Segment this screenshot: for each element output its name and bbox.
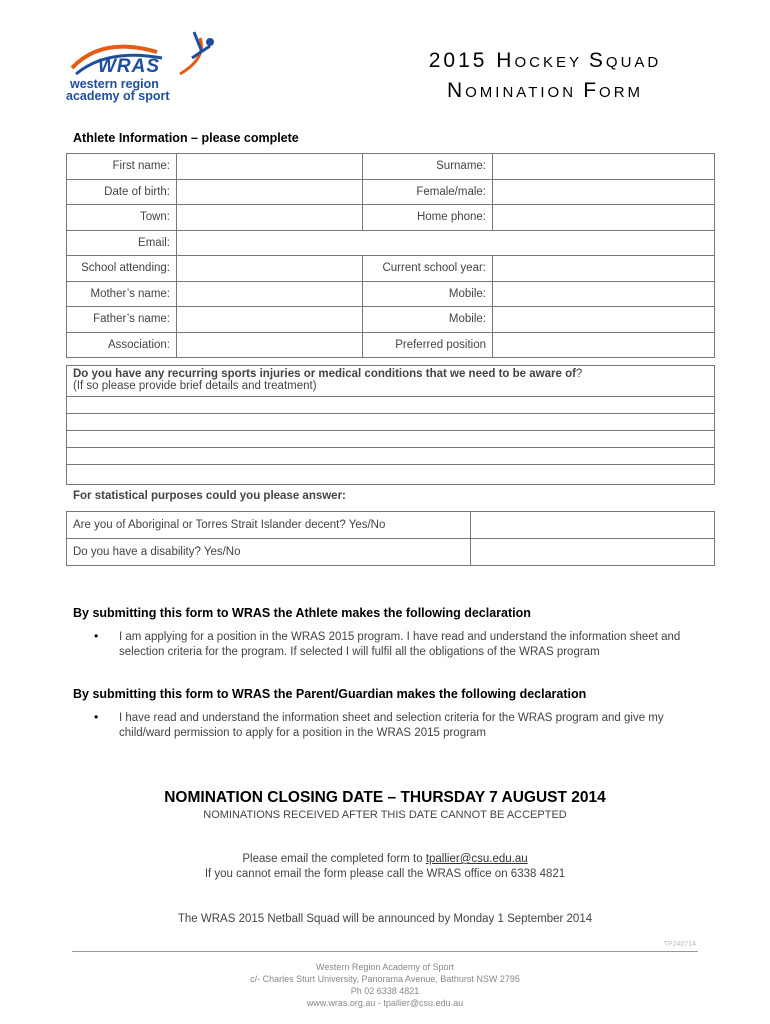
footer-divider: [72, 951, 698, 952]
form-title-line1: 2015 HOCKEY SQUAD: [428, 49, 662, 72]
association-label: Association:: [67, 332, 177, 358]
footer-org: Western Region Academy of Sport: [316, 962, 454, 972]
aboriginal-question: Are you of Aboriginal or Torres Strait Islander decent? Yes/No: [67, 512, 471, 539]
table-row: [67, 179, 715, 205]
medical-question-sub: (If so please provide brief details and treatment): [73, 380, 317, 392]
form-title-line2: NOMINATION FORM: [446, 79, 644, 102]
closing-date-title: NOMINATION CLOSING DATE – THURSDAY 7 AUGUST 2014: [164, 789, 606, 806]
dob-label: Date of birth:: [67, 179, 177, 205]
medical-answer-line-2[interactable]: [66, 413, 715, 431]
first-name-label: First name:: [67, 154, 177, 180]
mother-mobile-field[interactable]: [493, 281, 715, 307]
school-year-label: Current school year:: [363, 256, 493, 282]
home-phone-label: Home phone:: [363, 205, 493, 231]
email-label: Email:: [67, 230, 177, 256]
table-row: [67, 307, 715, 333]
closing-date-subtitle: NOMINATIONS RECEIVED AFTER THIS DATE CANNOT BE ACCEPTED: [203, 809, 567, 821]
disability-question: Do you have a disability? Yes/No: [67, 539, 471, 566]
table-row: [67, 539, 715, 566]
athlete-declaration-bullet: •: [94, 629, 99, 643]
logo-initials: WRAS: [98, 56, 161, 77]
footer-address: c/- Charles Sturt University, Panorama Avenue, Bathurst NSW 2795: [250, 974, 520, 984]
first-name-field[interactable]: [177, 154, 363, 180]
town-field[interactable]: [177, 205, 363, 231]
parent-declaration-bullet: •: [94, 710, 99, 724]
father-mobile-field[interactable]: [493, 307, 715, 333]
email-link[interactable]: tpallier@csu.edu.au: [425, 853, 528, 865]
surname-field[interactable]: [493, 154, 715, 180]
surname-label: Surname:: [363, 154, 493, 180]
medical-answer-line-5[interactable]: [66, 464, 715, 485]
dob-field[interactable]: [177, 179, 363, 205]
table-row: [67, 281, 715, 307]
school-field[interactable]: [177, 256, 363, 282]
email-field[interactable]: [177, 230, 715, 256]
medical-question-text: Do you have any recurring sports injuries or medical conditions that we need to be aware of: [73, 368, 576, 380]
gender-field[interactable]: [493, 179, 715, 205]
email-instruction: Please email the completed form to tpallier@csu.edu.au: [242, 853, 528, 865]
document-reference: TP240714: [663, 941, 696, 948]
wras-logo: [62, 28, 222, 110]
table-row: [67, 154, 715, 180]
footer-phone: Ph 02 6338 4821: [350, 986, 420, 996]
parent-declaration-heading: By submitting this form to WRAS the Parent/Guardian makes the following declaration: [73, 687, 587, 701]
parent-declaration-text: I have read and understand the information sheet and selection criteria for the WRAS program and give my child/ward permission to apply for a position in the WRAS 2015 program: [119, 712, 664, 739]
mother-name-label: Mother’s name:: [67, 281, 177, 307]
athlete-declaration-text: I am applying for a position in the WRAS 2015 program. I have read and understand the information sheet and selection criteria for the program. If selected I will fulfil all the obligations of the WRAS program: [119, 631, 681, 658]
disability-answer-field[interactable]: [471, 539, 715, 566]
logo-line1: western region: [70, 77, 159, 91]
table-row: [67, 256, 715, 282]
statistics-table: [66, 511, 715, 566]
medical-question: Do you have any recurring sports injuries or medical conditions that we need to be aware of? (If so please provide brief details and treatment): [66, 365, 715, 397]
gender-label: Female/male:: [363, 179, 493, 205]
association-field[interactable]: [177, 332, 363, 358]
father-name-field[interactable]: [177, 307, 363, 333]
aboriginal-answer-field[interactable]: [471, 512, 715, 539]
announcement-text: The WRAS 2015 Netball Squad will be announced by Monday 1 September 2014: [177, 913, 593, 925]
table-row: [67, 205, 715, 231]
athlete-declaration-heading: By submitting this form to WRAS the Athlete makes the following declaration: [73, 606, 531, 620]
logo-line2: academy of sport: [66, 89, 170, 103]
table-row: [67, 230, 715, 256]
athlete-info-heading: Athlete Information – please complete: [73, 131, 299, 145]
father-name-label: Father’s name:: [67, 307, 177, 333]
mother-mobile-label: Mobile:: [363, 281, 493, 307]
school-year-field[interactable]: [493, 256, 715, 282]
town-label: Town:: [67, 205, 177, 231]
statistics-heading: For statistical purposes could you please answer:: [73, 490, 346, 502]
phone-instruction: If you cannot email the form please call the WRAS office on 6338 4821: [204, 868, 566, 880]
father-mobile-label: Mobile:: [363, 307, 493, 333]
preferred-position-field[interactable]: [493, 332, 715, 358]
home-phone-field[interactable]: [493, 205, 715, 231]
medical-answer-line-4[interactable]: [66, 447, 715, 465]
footer-web-email: www.wras.org.au - tpallier@csu.edu.au: [306, 998, 464, 1008]
table-row: [67, 512, 715, 539]
medical-answer-line-1[interactable]: [66, 396, 715, 414]
medical-answer-line-3[interactable]: [66, 430, 715, 448]
mother-name-field[interactable]: [177, 281, 363, 307]
athlete-info-table: [66, 153, 715, 358]
school-label: School attending:: [67, 256, 177, 282]
preferred-position-label: Preferred position: [363, 332, 493, 358]
table-row: [67, 332, 715, 358]
